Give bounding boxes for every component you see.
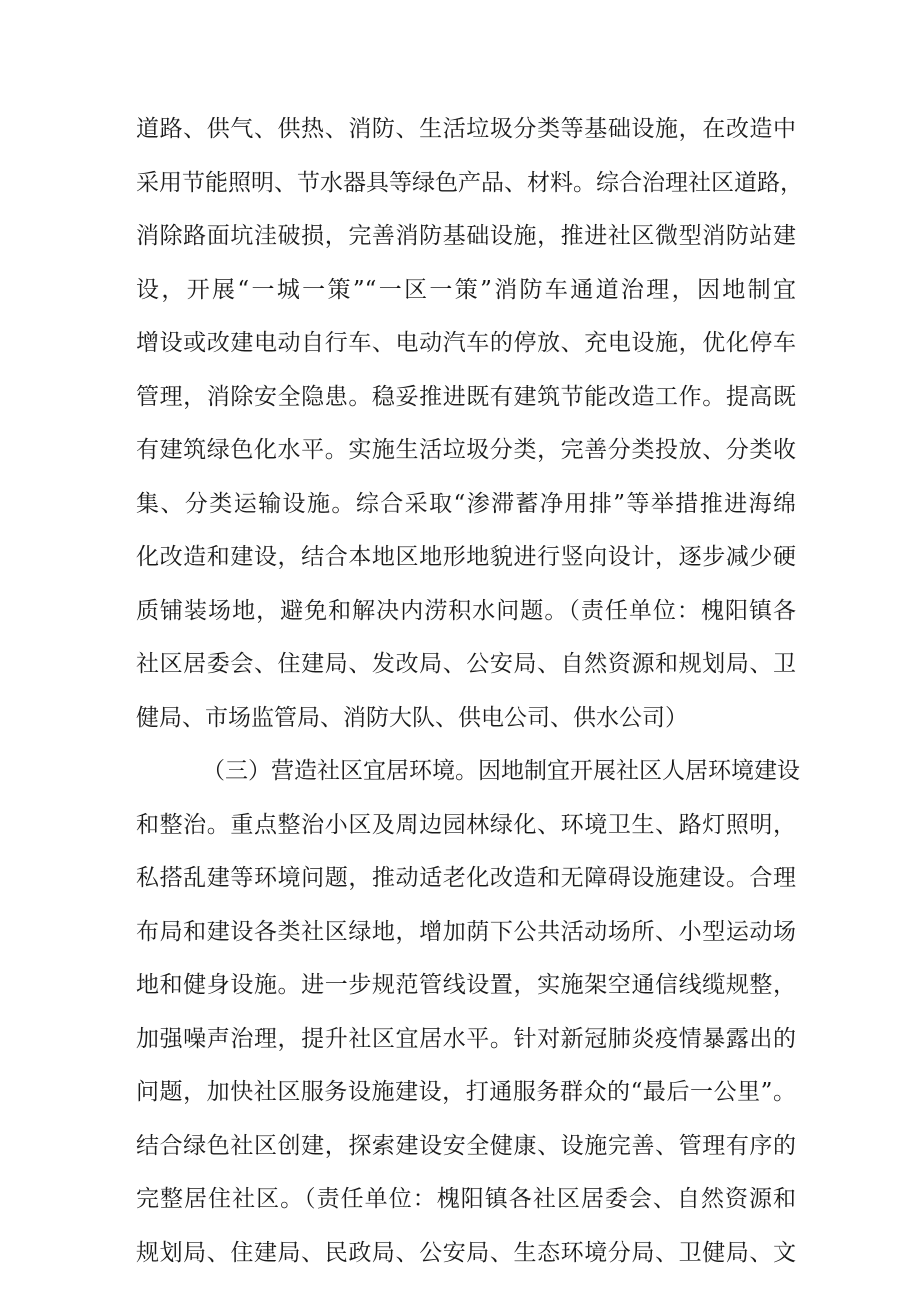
text-line: 道路、供气、供热、消防、生活垃圾分类等基础设施，在改造中 xyxy=(136,116,796,142)
text-line: 采用节能照明、节水器具等绿色产品、材料。综合治理社区道路， xyxy=(136,169,803,196)
text-line: 增设或改建电动自行车、电动汽车的停放、充电设施，优化停车 xyxy=(136,330,796,356)
text-line: 质铺装场地，避免和解决内涝积水问题。（责任单位：槐阳镇各 xyxy=(136,597,796,624)
document-body xyxy=(136,103,803,1280)
section-heading-line: （三）营造社区宜居环境。因地制宜开展社区人居环境建设 xyxy=(202,758,800,784)
text-line: 问题，加快社区服务设施建设，打通服务群众的“最后一公里”。 xyxy=(136,1079,796,1105)
text-line: 化改造和建设，结合本地区地形地貌进行竖向设计，逐步减少硬 xyxy=(136,544,796,570)
text-line: 完整居住社区。（责任单位：槐阳镇各社区居委会、自然资源和 xyxy=(136,1186,796,1212)
text-line: 加强噪声治理，提升社区宜居水平。针对新冠肺炎疫情暴露出的 xyxy=(136,1025,796,1052)
text-line: 私搭乱建等环境问题，推动适老化改造和无障碍设施建设。合理 xyxy=(136,865,796,891)
paragraph-livable-environment xyxy=(136,745,800,1280)
text-line: 和整治。重点整治小区及周边园林绿化、环境卫生、路灯照明， xyxy=(136,811,796,838)
text-line: 规划局、住建局、民政局、公安局、生态环境分局、卫健局、文 xyxy=(136,1239,796,1266)
text-line: 集、分类运输设施。综合采取“渗滞蓄净用排”等举措推进海绵 xyxy=(136,490,796,517)
text-line: 消除路面坑洼破损，完善消防基础设施，推进社区微型消防站建 xyxy=(136,223,796,249)
text-line: 布局和建设各类社区绿地，增加荫下公共活动场所、小型运动场 xyxy=(136,918,796,945)
text-line: 设，开展“一城一策”“一区一策”消防车通道治理，因地制宜 xyxy=(136,276,796,303)
text-line: 结合绿色社区创建，探索建设安全健康、设施完善、管理有序的 xyxy=(136,1132,796,1159)
text-line: 地和健身设施。进一步规范管线设置，实施架空通信线缆规整， xyxy=(136,972,796,998)
text-line: 管理，消除安全隐患。稳妥推进既有建筑节能改造工作。提高既 xyxy=(136,383,796,410)
paragraph-infrastructure xyxy=(136,103,803,745)
text-line: 社区居委会、住建局、发改局、公安局、自然资源和规划局、卫 xyxy=(136,651,796,677)
text-line: 有建筑绿色化水平。实施生活垃圾分类，完善分类投放、分类收 xyxy=(136,437,796,463)
text-line: 健局、市场监管局、消防大队、供电公司、供水公司） xyxy=(136,704,688,731)
